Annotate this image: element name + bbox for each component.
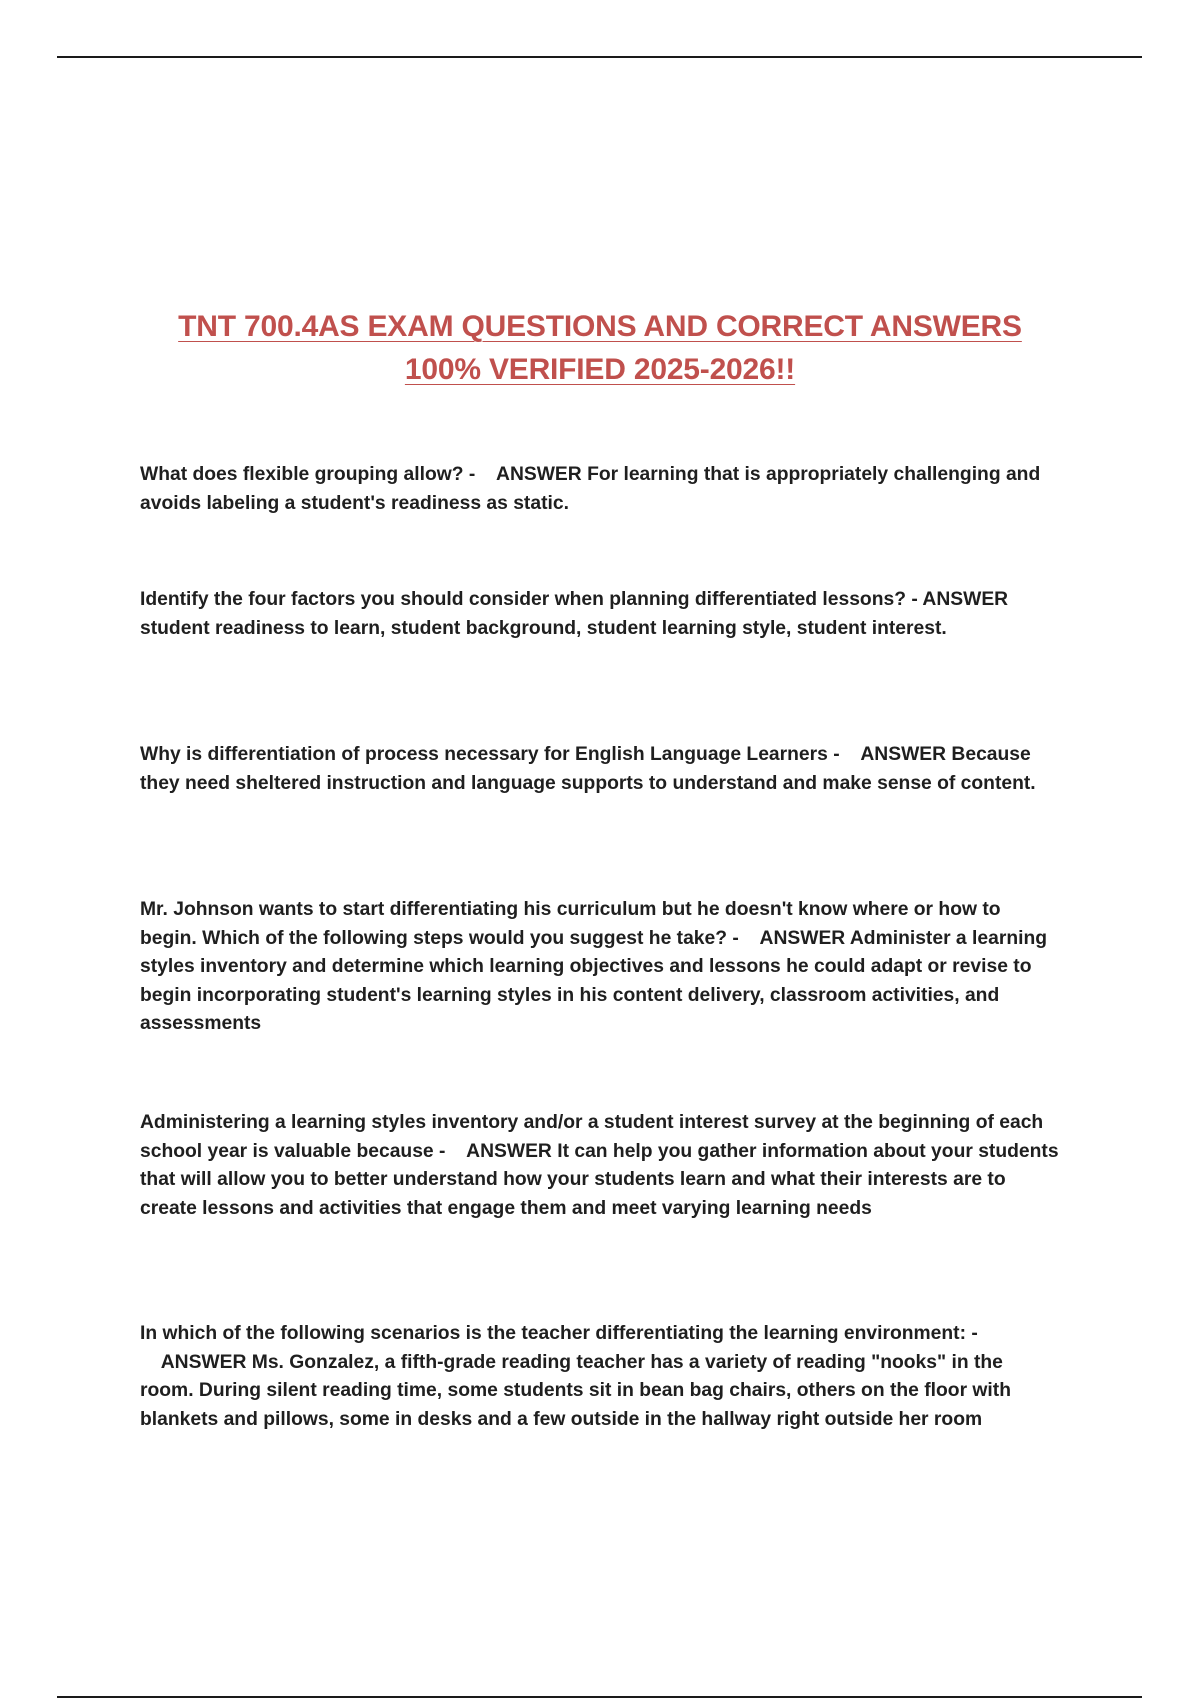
qa-item	[140, 896, 1060, 1039]
qa-item	[140, 1109, 1060, 1223]
qa-item	[140, 1320, 1060, 1434]
question-text: In which of the following scenarios is the teacher differentiating the learning environment: -	[140, 1323, 978, 1344]
answer-text: ANSWER Administer a learning styles inventory and determine which learning objectives and lessons he could adapt or revise to begin incorporating student's learning styles in his content delivery, classroom activities, and assessments	[140, 927, 1048, 1034]
question-text: What does flexible grouping allow? -	[140, 464, 476, 485]
qa-item	[140, 586, 1060, 643]
question-text: Mr. Johnson wants to start differentiating his curriculum but he doesn't know where or how to begin. Which of the following steps would you suggest he take? -	[140, 899, 1001, 949]
answer-text: ANSWER Ms. Gonzalez, a fifth-grade reading teacher has a variety of reading "nooks" in the room. During silent reading time, some students sit in bean bag chairs, others on the floor with blankets and pillows, some in desks and a few outside in the hallway right outside her room	[140, 1351, 1011, 1430]
title-line-2: 100% VERIFIED 2025-2026!!	[404, 353, 796, 386]
question-text: Why is differentiation of process necessary for English Language Learners -	[140, 744, 840, 765]
answer-text: ANSWER For learning that is appropriately challenging and avoids labeling a student's readiness as static.	[140, 464, 1041, 514]
qa-item	[140, 741, 1060, 798]
question-text: Identify the four factors you should consider when planning differentiated lessons? -	[140, 589, 918, 610]
document-title	[100, 305, 1100, 391]
answer-text: ANSWER student readiness to learn, student background, student learning style, student interest.	[140, 589, 1009, 639]
question-text: Administering a learning styles inventory and/or a student interest survey at the beginning of each school year is valuable because -	[140, 1112, 1044, 1162]
qa-item	[140, 461, 1060, 518]
title-line-1: TNT 700.4AS EXAM QUESTIONS AND CORRECT ANSWERS	[178, 310, 1022, 343]
answer-text: ANSWER Because they need sheltered instruction and language supports to understand and make sense of content.	[140, 744, 1036, 794]
answer-text: ANSWER It can help you gather information about your students that will allow you to better understand how your students learn and what their interests are to create lessons and activities that engage them and meet varying learning needs	[140, 1140, 1059, 1219]
top-rule	[57, 56, 1142, 58]
bottom-rule	[57, 1696, 1142, 1698]
